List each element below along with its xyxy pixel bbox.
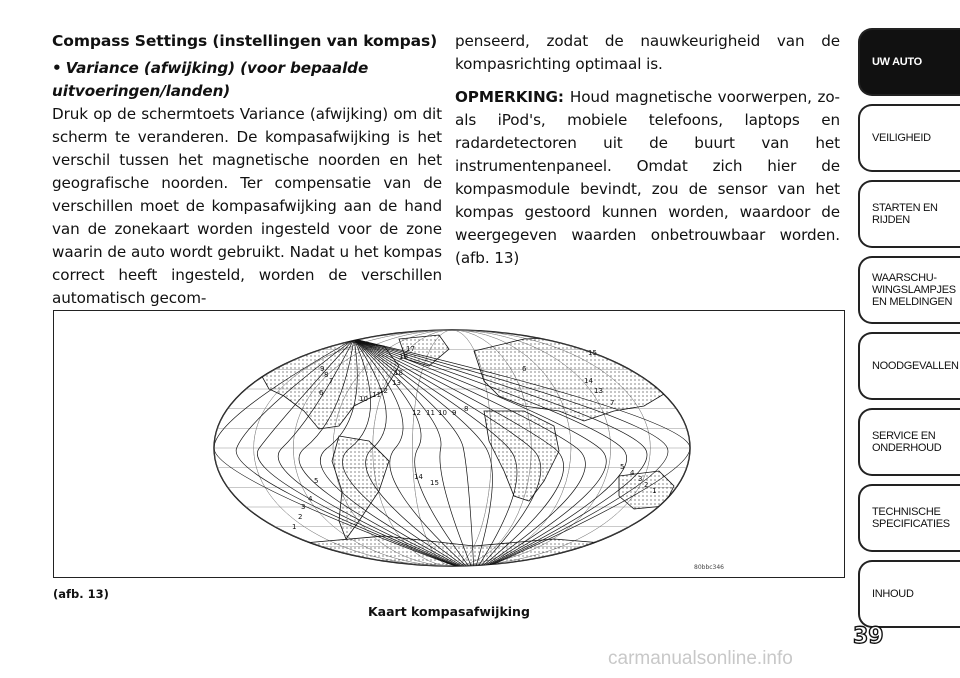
zone-label-left: 13 <box>392 379 401 387</box>
subheading-text: Variance (afwijking) (voor bepaalde uitvoeringen/landen) <box>52 59 369 100</box>
zone-label-left: 9 <box>320 365 325 373</box>
zone-label-right: 11 <box>426 409 435 417</box>
zone-label-right: 1 <box>652 487 657 495</box>
zone-label-left: 18 <box>394 369 403 377</box>
zone-label-left: 14 <box>414 473 423 481</box>
zone-label-right: 13 <box>594 387 603 395</box>
tab-service-en-onderhoud[interactable]: SERVICE EN ONDERHOUD <box>858 408 960 476</box>
zone-label-left: 5 <box>314 477 319 485</box>
figure-caption: Kaart kompasafwijking <box>368 604 530 619</box>
bullet-icon: • <box>52 59 62 77</box>
zone-label-left: 8 <box>324 371 329 379</box>
zone-label-right: 8 <box>464 405 469 413</box>
page-number: 39 <box>853 624 884 649</box>
zone-label-left: 1 <box>292 523 297 531</box>
zone-label-left: 3 <box>301 503 306 511</box>
tab-waarschu-wingslampjes-en-meldingen[interactable]: WAARSCHU- WINGSLAMPJES EN MELDINGEN <box>858 256 960 324</box>
zone-label-right: 15 <box>588 349 597 357</box>
chapter-tabs <box>858 28 960 636</box>
note-label: OPMERKING: <box>455 88 564 106</box>
tab-noodgevallen[interactable]: NOODGEVALLEN <box>858 332 960 400</box>
left-column <box>52 30 442 310</box>
zone-label-left: 16 <box>399 353 408 361</box>
zone-label-left: 12 <box>379 387 388 395</box>
compass-variance-map-figure <box>53 310 845 578</box>
zone-label-left: 6 <box>319 389 324 397</box>
zone-label-right: 2 <box>644 481 649 489</box>
tab-veiligheid[interactable]: VEILIGHEID <box>858 104 960 172</box>
right-column <box>455 30 840 270</box>
zone-label-left: 11 <box>372 391 381 399</box>
tab-uw-auto[interactable]: UW AUTO <box>858 28 960 96</box>
note-text: Houd magnetische voorwerpen, zoals iPod's, mobiele telefoons, laptops en radardetectoren uit de buurt van het instrumentenpaneel. Omdat zich hier de kompasmodule bevindt, zou de sensor van het kompas gestoord kunnen worden, waardoor de weergegeven waarden onbetrouwbaar worden. (afb. 13) <box>455 88 840 267</box>
note <box>455 86 840 270</box>
variance-subheading <box>52 57 442 103</box>
zone-label-right: 10 <box>438 409 447 417</box>
zone-label-right: 6 <box>522 365 527 373</box>
zone-label-right: 12 <box>412 409 421 417</box>
paragraph-left: Druk op de schermtoets Variance (afwijking) om dit scherm te veranderen. De kompasafwijking is het verschil tussen het magnetische noorden en het geografische noorden. Ter compensatie van de verschillen moet de kompasafwijking aan de hand van de zonekaart worden ingesteld voor de zone waarin de auto wordt gebruikt. Nadat u het kompas correct heeft ingesteld, worden de verschillen automatisch gecom- <box>52 105 442 307</box>
tab-technische-specificaties[interactable]: TECHNISCHE SPECIFICATIES <box>858 484 960 552</box>
zone-label-left: 15 <box>430 479 439 487</box>
zone-label-right: 4 <box>630 469 635 477</box>
tab-inhoud[interactable]: INHOUD <box>858 560 960 628</box>
zone-label-left: 10 <box>359 395 368 403</box>
zone-label-right: 9 <box>452 409 457 417</box>
zone-label-left: 4 <box>308 495 313 503</box>
tab-starten-en-rijden[interactable]: STARTEN EN RIJDEN <box>858 180 960 248</box>
zone-label-left: 7 <box>329 377 334 385</box>
zone-label-right: 3 <box>638 475 643 483</box>
zone-label-left: 2 <box>298 513 303 521</box>
paragraph-right: penseerd, zodat de nauwkeurigheid van de kompasrichting optimaal is. <box>455 32 840 73</box>
section-heading: Compass Settings (instellingen van kompas) <box>52 32 438 50</box>
zone-label-right: 14 <box>584 377 593 385</box>
zone-label-right: 5 <box>620 463 625 471</box>
figure-code: 80bbc346 <box>694 564 725 571</box>
watermark: carmanualsonline.info <box>608 648 793 669</box>
figure-reference: (afb. 13) <box>53 587 109 601</box>
world-map-illustration <box>54 311 846 579</box>
zone-label-right: 7 <box>610 399 615 407</box>
zone-label-left: 17 <box>406 345 415 353</box>
